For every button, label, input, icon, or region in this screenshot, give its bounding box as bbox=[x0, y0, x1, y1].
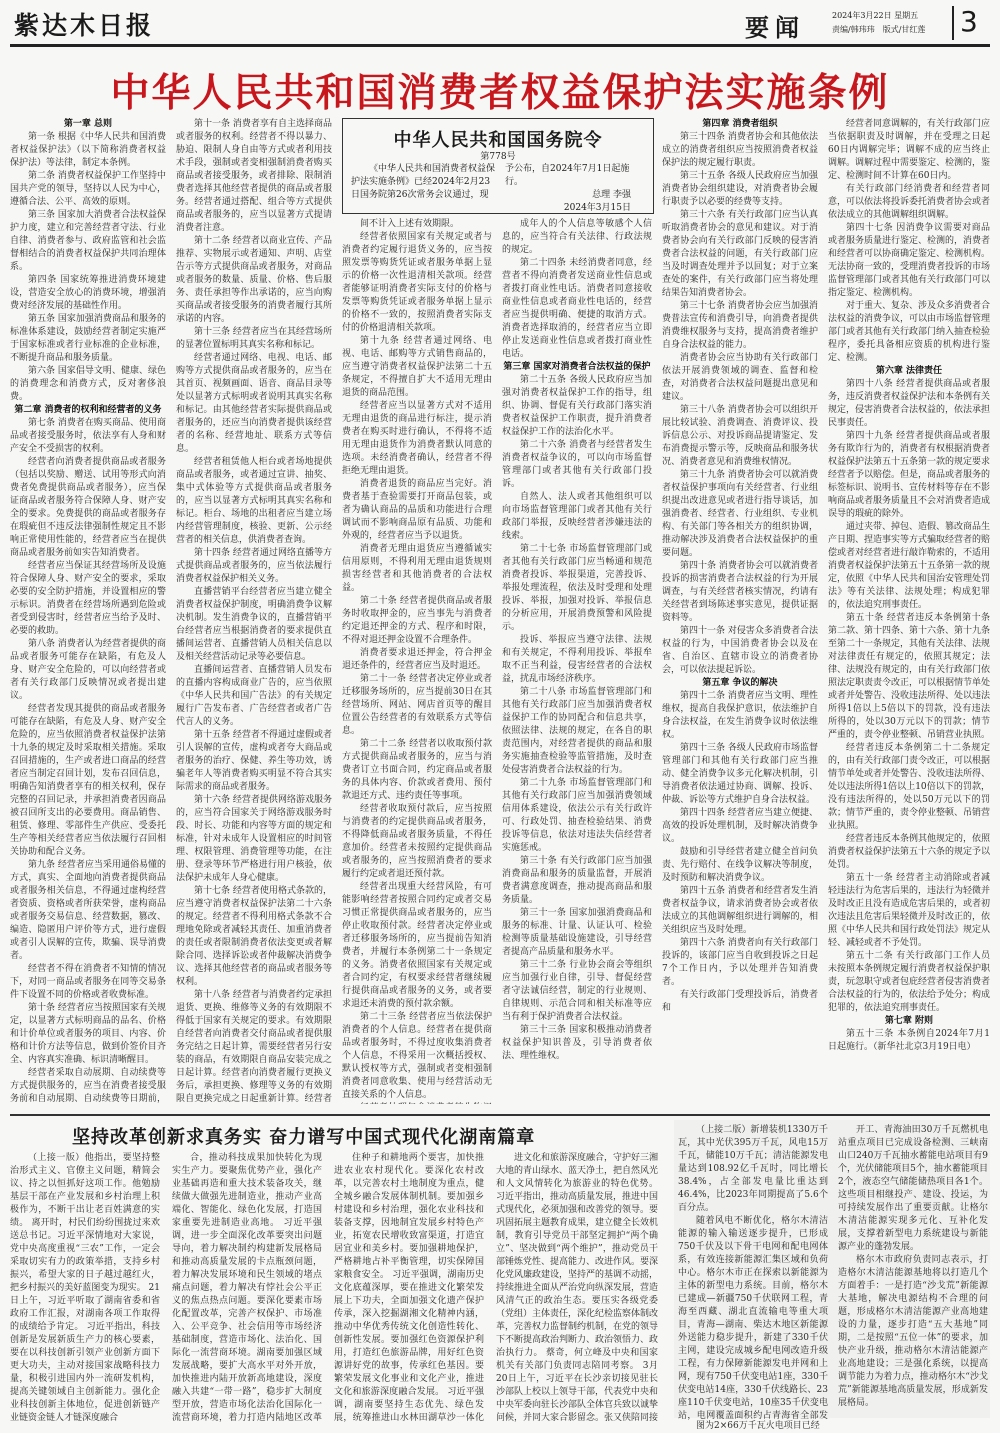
article-paragraph: 第二条 消费者权益保护工作坚持中国共产党的领导，坚持以人民为中心，遵循合法、公平、高效的原则。 bbox=[10, 171, 166, 207]
regulation-column-2 bbox=[176, 118, 332, 1104]
article-paragraph: 经营者应当以显著方式对不适用无理由退货的商品进行标注，提示消费者在购买时进行确认，不得将不适用无理由退货作为消费者默认同意的选项。未经消费者确认，经营者不得拒绝无理由退货。 bbox=[342, 401, 492, 476]
chapter-heading: 第一章 总则 bbox=[63, 119, 113, 129]
regulation-column-5 bbox=[662, 118, 818, 1104]
photo-caption bbox=[678, 1420, 988, 1433]
article-paragraph: 第三十七条 消费者协会应当加强消费普法宣传和消费引导，向消费者提供消费维权服务与支持，提高消费者维护自身合法权益的能力。 bbox=[662, 301, 818, 350]
article-paragraph: 第四十五条 消费者和经营者发生消费者权益争议，请求消费者协会或者依法成立的其他调解组织进行调解的，相关组织应当及时处理。 bbox=[662, 886, 818, 935]
article-paragraph: 对于重大、复杂、涉及众多消费者合法权益的消费争议，可以由市场监督管理部门或者其他有关行政部门纳入抽查检验程序，委托具备相应资质的机构进行鉴定、检测。 bbox=[828, 301, 990, 363]
article-paragraph: 第十三条 经营者应当在其经营场所的显著位置标明其真实名称和标记。 bbox=[176, 327, 332, 350]
sidebar-lead: （上接二版）新增装机1330万千瓦，其中光伏395万千瓦，风电15万千瓦，储能10万千瓦；清洁能源发电量达到108.92亿千瓦时，同比增长38.4%，占全部发电量比重达到46.4%，比2023年同期提高了5.6个百分点。 bbox=[678, 1125, 828, 1213]
article-paragraph: 有关行政部门受理投诉后，消费者和 bbox=[662, 990, 818, 1013]
decree-effective: 予公布，自2024年7月1日起施行。 bbox=[505, 164, 630, 187]
article-paragraph: 第三条 国家加大消费者合法权益保护力度，建立和完善经营者守法、行业自律、消费者参与、政府监管和社会监督相结合的消费者权益保护共同治理体系。 bbox=[10, 210, 166, 272]
article-paragraph: 第二十四条 未经消费者同意，经营者不得向消费者发送商业性信息或者拨打商业性电话。消费者同意接收商业性信息或者商业性电话的，经营者应当提供明确、便捷的取消方式。消费者选择取消的，经营者应当立即停止发送商业性信息或者拨打商业性电话。 bbox=[502, 258, 652, 359]
article-paragraph: 直播营销平台经营者应当建立健全消费者权益保护制度，明确消费争议解决机制。发生消费争议的，直播营销平台经营者应当根据消费者的要求提供直播间运营者、直播营销人员相关信息以及相关经营活动记录等必要信息。 bbox=[176, 587, 332, 662]
article-paragraph: 第三十八条 消费者协会可以组织开展比较试验、消费调查、消费评议、投诉信息公示、对投诉商品提请鉴定、发布消费提示警示等，反映商品和服务状况、消费者意见和消费维权情况。 bbox=[662, 405, 818, 467]
article-paragraph: 第三十三条 国家积极推动消费者权益保护知识普及，引导消费者依法、理性维权。 bbox=[502, 1025, 652, 1061]
hunan-text-3: 住种子和耕地两个要害，加快推进农业农村现代化。要深化农村改革，以完善农村土地制度为重点，健全城乡融合发展体制机制。要加强乡村建设和乡村治理，强化农业科技和装备支撑，因地制宜发展乡村特色产业，拓宽农民增收致富渠道，打造宜居宜业和美乡村。要加强耕地保护，严格耕地占补平衡管理，切实保障国家粮食安全。 习近平强调，湖南历史文化底蕴深厚，要在推进文化繁荣发展上下功夫，全面加强文化遗产保护传承，深入挖掘湖湘文化精神内涵，推动中华优秀传统文化创造性转化、创新性发展。要加强红色资源保护利用，打造红色旅游品牌，用好红色资源讲好党的故事，传承红色基因。要繁荣发展文化事业和文化产业，推进文化和旅游深度融合发展。 习近平强调，湖南要坚持生态优先、绿色发展，统筹推进山水林田湖草沙一体化 bbox=[334, 1153, 484, 1422]
article-paragraph: 第十二条 经营者以商业宣传、产品推荐、实物展示或者通知、声明、店堂告示等方式提供商品或者服务，对商品或者服务的数量、质量、价格、售后服务、责任承担等作出承诺的，应当向购买商品或者接受服务的消费者履行其所承诺的内容。 bbox=[176, 236, 332, 324]
page-number: 3 bbox=[960, 5, 978, 38]
article-paragraph: 第二十六条 消费者与经营者发生消费者权益争议的，可以向市场监督管理部门或者其他有关行政部门投诉。 bbox=[502, 440, 652, 489]
article-paragraph: 第四条 国家统筹推进消费环境建设，营造安全放心的消费环境，增强消费对经济发展的基础性作用。 bbox=[10, 275, 166, 311]
decree-text: 《中华人民共和国消费者权益保护法实施条例》已经2024年2月23日国务院第26次常务会议通过，现 bbox=[351, 164, 496, 200]
masthead-rule bbox=[10, 44, 990, 47]
article-paragraph: 经营者出现重大经营风险，有可能影响经营者按照合同约定或者交易习惯正常提供商品或者服务的，应当停止收取预付款。经营者决定停业或者迁移服务场所的，应当提前告知消费者，并履行本条例第二十一条规定的义务。消费者依照国家有关规定或者合同约定，有权要求经营者继续履行提供商品或者服务的义务，或者要求退还未消费的预付款余额。 bbox=[342, 882, 492, 1009]
article-paragraph: 第二十二条 经营者以收取预付款方式提供商品或者服务的，应当与消费者订立书面合同，约定商品或者服务的具体内容、价款或者费用、预付款退还方式、违约责任等事项。 bbox=[342, 739, 492, 801]
sidebar-paragraph-5: 格尔木市政府负责同志表示，打造格尔木清洁能源基地将以打造几个方面着手：一是打造“沙戈荒”新能源大基地，解决电源结构不合理的问题，形成格尔木清洁能源产业高地建设的力量，逐步打造“五大基地”同期，二是按照“五位一体”的要求，加快产业升级，推动格尔木清洁能源产业高地建设；三是强化系统，以提高调节能力为着力点，推动格尔木“沙戈荒”新能源基地高质量发展，形成新发展格局。 bbox=[838, 1255, 988, 1408]
hunan-column-2 bbox=[172, 1152, 322, 1422]
decree-number: 第778号 bbox=[480, 152, 516, 162]
article-paragraph: 投诉、举报应当遵守法律、法规和有关规定，不得利用投诉、举报牟取不正当利益，侵害经营者的合法权益，扰乱市场经济秩序。 bbox=[502, 635, 652, 684]
article-paragraph: 经营者应当保证其经营场所及设施符合保障人身、财产安全的要求，采取必要的安全防护措施，并设置相应的警示标识。消费者在经营场所遇到危险或者受到侵害时，经营者应当给予及时、必要的救助。 bbox=[10, 561, 166, 636]
article-paragraph: 消费者要求退还押金，符合押金退还条件的，经营者应当及时退还。 bbox=[342, 648, 492, 671]
article-paragraph: 第二十八条 市场监督管理部门和其他有关行政部门应当加强消费者权益保护工作的协同配合和信息共享，依照法律、法规的规定，在各自的职责范围内，对经营者提供的商品和服务实施抽查检验等监管措施，及时查处侵害消费者合法权益的行为。 bbox=[502, 687, 652, 775]
article-paragraph: 第五十二条 有关行政部门工作人员未按照本条例规定履行消费者权益保护职责，玩忽职守或者包庇经营者侵害消费者合法权益的行为的，依法给予处分；构成犯罪的，依法追究刑事责任。 bbox=[828, 951, 990, 1013]
article-paragraph: 第四十六条 消费者向有关行政部门投诉的，该部门应当自收到投诉之日起7个工作日内，予以处理并告知消费者。 bbox=[662, 938, 818, 987]
article-paragraph: 第四十七条 因消费争议需要对商品或者服务质量进行鉴定、检测的，消费者和经营者可以协商确定鉴定、检测机构。无法协商一致的，受理消费者投诉的市场监督管理部门或者其他有关行政部门可以指定鉴定、检测机构。 bbox=[828, 223, 990, 298]
editor-credits: 责编/韩玮玮 版式/甘红莲 bbox=[832, 25, 926, 34]
article-paragraph: 第五条 国家加强消费商品和服务的标准体系建设，鼓励经营者制定实施严于国家标准或者行业标准的企业标准，不断提升商品和服务质量。 bbox=[10, 314, 166, 363]
decree-signature: 总理 李强 bbox=[592, 190, 631, 200]
hunan-text-2: 合，推动科技成果加快转化为现实生产力。要聚焦优势产业，强化产业基础再造和重大技术装备攻关，继续做大做强先进制造业，推动产业高端化、智能化、绿色化发展，打造国家重要先进制造业高地。 习近平强调，进一步全面深化改革要突出问题导向，着力解决制约构建新发展格局和推动高质量发展的卡点瓶颈问题，着力解决发展环境和民生领域的堵点痛点问题，着力解决有悖社会公平正义的焦点热点问题。要深化要素市场化配置改革，完善产权保护、市场准入、公平竞争、社会信用等市场经济基础制度，营造市场化、法治化、国际化一流营商环境。湖南要加强区域发展战略，要扩大高水平对外开放，加快推进内陆开放新高地建设，深度融入共建“一带一路”，稳步扩大制度型开放，营造市场化法治化国际化一流营商环境，着力打造内陆地区改革 bbox=[172, 1153, 322, 1422]
article-paragraph: 第十一条 消费者享有自主选择商品或者服务的权利。经营者不得以暴力、胁迫、限制人身自由等方式或者利用技术手段，强制或者变相强制消费者购买商品或者接受服务，或者排除、限制消费者选择其他经营者提供的商品或者服务。经营者通过搭配、组合等方式提供商品或者服务的，应当以显著方式提请消费者注意。 bbox=[176, 119, 332, 233]
hunan-column-3 bbox=[334, 1152, 484, 1422]
article-paragraph: 经营者发现其提供的商品或者服务可能存在缺陷，有危及人身、财产安全危险的，应当依照消费者权益保护法第十九条的规定及时采取相关措施。采取召回措施的，生产或者进口商品的经营者应当制定召回计划，发布召回信息，明确告知消费者享有的相关权利，保存完整的召回记录，并承担消费者因商品被召回所支出的必要费用。商品销售、租赁、修理、零部件生产供应、受委托生产等相关经营者应当依法履行召回相关协助和配合义务。 bbox=[10, 704, 166, 857]
secondary-headline: 坚持改革创新求真务实 奋力谱写中国式现代化湖南篇章 bbox=[72, 1127, 536, 1148]
sidebar-column-2 bbox=[838, 1124, 988, 1420]
newspaper-logo: 紫达木日报 bbox=[14, 11, 155, 40]
article-paragraph: 第十九条 经营者通过网络、电视、电话、邮购等方式销售商品的，应当遵守消费者权益保护法第二十五条规定，不得擅自扩大不适用无理由退货的商品范围。 bbox=[342, 336, 492, 398]
article-paragraph: 有关行政部门经消费者和经营者同意，可以依法将投诉委托消费者协会或者依法成立的其他调解组织调解。 bbox=[828, 184, 990, 220]
article-paragraph: 第三十六条 有关行政部门应当认真听取消费者协会的意见和建议。对于消费者协会向有关行政部门反映的侵害消费者合法权益的问题，有关行政部门应当及时调查处理并予以回复；对于立案查处的案件，有关行政部门应当将处理结果告知消费者协会。 bbox=[662, 210, 818, 298]
issue-date: 2024年3月22日 星期五 bbox=[832, 11, 919, 20]
section-divider bbox=[10, 1114, 990, 1116]
article-paragraph: 第十四条 经营者通过网络直播等方式提供商品或者服务的，应当依法履行消费者权益保护相关义务。 bbox=[176, 548, 332, 584]
regulation-column-1 bbox=[10, 118, 166, 1104]
article-paragraph: 第二十一条 经营者决定停业或者迁移服务场所的，应当提前30日在其经营场所、网站、网店首页等的醒目位置公告经营者的有效联系方式等信息。 bbox=[342, 674, 492, 736]
chapter-heading: 第七章 附则 bbox=[884, 1016, 934, 1026]
article-paragraph: 第八条 消费者认为经营者提供的商品或者服务可能存在缺陷，有危及人身、财产安全危险的，可以向经营者或者有关行政部门反映情况或者提出建议。 bbox=[10, 639, 166, 701]
article-paragraph: 经营者采取自动展期、自动续费等方式提供服务的，应当在消费者接受服务前和自动展期、自动续费等日期前， bbox=[10, 1068, 166, 1104]
article-paragraph: 经营者违反本条例第二十二条规定的，由有关行政部门责令改正，可以根据情节单处或者并处警告、没收违法所得、处以违法所得1倍以上10倍以下的罚款，没有违法所得的，处以50万元以下的罚款；情节严重的，责令停业整顿、吊销营业执照。 bbox=[828, 743, 990, 831]
article-paragraph: 经营者同意调解的，有关行政部门应当依据职责及时调解，并在受理之日起60日内调解完毕；调解不成的应当终止调解。调解过程中需要鉴定、检测的，鉴定、检测时间不计算在60日内。 bbox=[828, 119, 990, 181]
masthead-divider bbox=[952, 6, 954, 40]
masthead bbox=[0, 0, 1000, 44]
article-paragraph: 消费者协会应当协助有关行政部门依法开展消费领域的调查、监督和检查，对消费者合法权益问题提出意见和建议。 bbox=[662, 353, 818, 402]
article-paragraph: 第十五条 经营者不得通过虚假或者引人误解的宣传，虚构或者夸大商品或者服务的治疗、保健、养生等功效，诱骗老年人等消费者购买明显不符合其实际需求的商品或者服务。 bbox=[176, 730, 332, 792]
hunan-column-4 bbox=[496, 1152, 658, 1422]
article-paragraph: 第十条 经营者应当按照国家有关规定，以显著方式标明商品的品名、价格和计价单位或者服务的项目、内容、价格和计价方法等信息，做到价签价目齐全、内容真实准确、标识清晰醒目。 bbox=[10, 1003, 166, 1065]
article-paragraph: 第三十一条 国家加强消费商品和服务的标准、计量、认证认可、检验检测等质量基础设施建设，引导经营者提高产品质量和服务水平。 bbox=[502, 908, 652, 957]
article-paragraph: 第二十七条 市场监督管理部门或者其他有关行政部门应当畅通和规范消费者投诉、举报渠道，完善投诉、举报处理流程，依法及时受理和处理投诉、举报，加强对投诉、举报信息的分析应用，开展消费预警和风险提示。 bbox=[502, 544, 652, 632]
sidebar-column-1 bbox=[678, 1124, 828, 1420]
article-paragraph: 通过夹带、掉包、造假、篡改商品生产日期、捏造事实等方式骗取经营者的赔偿或者对经营者进行敲诈勒索的，不适用消费者权益保护法第五十五条第一款的规定，依照《中华人民共和国治安管理处罚法》等有关法律、法规处理；构成犯罪的，依法追究刑事责任。 bbox=[828, 522, 990, 610]
article-paragraph: 直播间运营者、直播营销人员发布的直播内容构成商业广告的，应当依照《中华人民共和国广告法》的有关规定履行广告发布者、广告经营者或者广告代言人的义务。 bbox=[176, 665, 332, 727]
article-paragraph: 第三十九条 消费者协会可以就消费者权益保护事项向有关经营者、行业组织提出改进意见或者进行指导谈话，加强消费者、经营者、行业组织、专业机构、有关部门等各相关方的组织协调，推动解决涉及消费者合法权益保护的重要问题。 bbox=[662, 470, 818, 558]
article-paragraph: 消费者无理由退货应当遵循诚实信用原则，不得利用无理由退货规则损害经营者和其他消费者的合法权益。 bbox=[342, 544, 492, 593]
main-headline: 中华人民共和国消费者权益保护法实施条例 bbox=[110, 71, 890, 116]
decree-text-continued bbox=[505, 163, 645, 215]
article-paragraph: 第四十九条 经营者提供商品或者服务有欺诈行为的，消费者有权根据消费者权益保护法第五十五条第一款的规定要求经营者予以赔偿。但是，商品或者服务的标签标识、说明书、宣传材料等存在不影响商品或者服务质量且不会对消费者造成误导的瑕疵的除外。 bbox=[828, 431, 990, 519]
article-paragraph: 经营者收取预付款后，应当按照与消费者的约定提供商品或者服务，不得降低商品或者服务质量，不得任意加价。经营者未按照约定提供商品或者服务的，应当按照消费者的要求履行约定或者退还预付款。 bbox=[342, 804, 492, 879]
decree-date: 2024年3月15日 bbox=[563, 203, 631, 213]
article-paragraph: 第五十一条 经营者主动消除或者减轻违法行为危害后果的，违法行为轻微并及时改正且没有造成危害后果的，或者初次违法且危害后果轻微并及时改正的，依照《中华人民共和国行政处罚法》规定从轻、减轻或者不予处罚。 bbox=[828, 873, 990, 948]
regulation-column-6 bbox=[828, 118, 990, 1104]
article-paragraph: 第四十一条 对侵害众多消费者合法权益的行为，中国消费者协会以及在省、自治区、直辖市设立的消费者协会，可以依法提起诉讼。 bbox=[662, 626, 818, 675]
article-paragraph: 经营者不得在消费者不知情的情况下，对同一商品或者服务在同等交易条件下设置不同的价格或者收费标准。 bbox=[10, 964, 166, 1000]
article-paragraph: 第四十四条 经营者应当建立便捷、高效的投诉处理机制，及时解决消费争议。 bbox=[662, 808, 818, 844]
article-paragraph: 鼓励和引导经营者建立健全首问负责、先行赔付、在线争议解决等制度，及时预防和解决消费争议。 bbox=[662, 847, 818, 883]
article-paragraph: 第五十三条 本条例自2024年7月1日起施行。（新华社北京3月19日电） bbox=[828, 1029, 990, 1052]
regulation-column-4 bbox=[502, 218, 652, 1104]
article-paragraph: 第五十条 经营者违反本条例第十条第二款、第十四条、第十六条、第十九条至第二十一条规定，其他有关法律、法规对法律责任有规定的，依照其规定；法律、法规没有规定的，由有关行政部门依照法定职责责令改正，可以根据情节单处或者并处警告、没收违法所得、处以违法所得1倍以上5倍以下的罚款，没有违法所得的，处以30万元以下的罚款；情节严重的，责令停业整顿、吊销营业执照。 bbox=[828, 613, 990, 740]
chapter-heading: 第二章 消费者的权利和经营者的义务 bbox=[14, 405, 162, 415]
article-paragraph: 第三十二条 行业协会商会等组织应当加强行业自律，引导、督促经营者守法诚信经营，制定的行业规则、自律规则、示范合同和相关标准等应当有利于保护消费者合法权益。 bbox=[502, 960, 652, 1022]
hunan-text-1: （上接一版）他指出，要坚持整治形式主义、官僚主义问题，精简会议、持之以恒抓好这项工作。他勉励基层干部在产业发展和乡村治理上积极作为，不断干出让老百姓满意的实绩。 离开时，村民们纷纷围拢过来欢送总书记。习近平深情地对大家说，党中央高度重视“三农”工作，一定会采取切实有力的政策举措，支持乡村振兴，希望大家的日子越过越红火，把乡村振兴的美好蓝图变为现实。 21日上午，习近平听取了湖南省委和省政府工作汇报，对湖南各项工作取得的成绩给予肯定。 习近平指出，科技创新是发展新质生产力的核心要素，要在以科技创新引领产业创新方面下更大功夫，主动对接国家战略科技力量，积极引进国内外一流研发机构，提高关键领域自主创新能力。强化企业科技创新主体地位，促进创新链产业链资金链人才链深度融合 bbox=[10, 1153, 160, 1422]
article-paragraph: 第九条 经营者应当采用通俗易懂的方式，真实、全面地向消费者提供商品或者服务相关信息，不得通过虚构经营者资质、资格或者所获荣誉，虚构商品或者服务交易信息、经营数据，篡改、编造、隐匿用户评价等方式，进行虚假或者引人误解的宣传，欺骗、误导消费者。 bbox=[10, 860, 166, 961]
article-paragraph: 第三十四条 消费者协会和其他依法成立的消费者组织应当按照消费者权益保护法的规定履行职责。 bbox=[662, 132, 818, 168]
sidebar-paragraph-2: 随着风电不断优化，格尔木清洁能源的输入输送逐步提升，已形成750千伏及以下骨干电网和配电网体系，有效连接新能源汇集区域和负荷中心。格尔木市正在探索以新能源为主体的新型电力系统。目前，格尔木已建成—新疆750千伏联网工程，青海至西藏、湖北直流输电等重大项目，青海—湖南、柴达木地区新能源外送能力稳步提升，新建了330千伏主网，建设完成城乡配电网改造升级工程，有力保障新能源发电并网和上网，现有750千伏变电站1座，330千伏变电站14座，330千伏线路长、23座110千伏变电站，10座35千伏变电站，电网覆盖面积约占青海省全部发 bbox=[678, 1216, 828, 1420]
article-paragraph: 消费者退货的商品应当完好。消费者基于查验需要打开商品包装，或者为确认商品的品质和功能进行合理调试而不影响商品原有品质、功能和外观的，经营者应当予以退货。 bbox=[342, 479, 492, 541]
chapter-heading: 第五章 争议的解决 bbox=[702, 678, 778, 688]
article-paragraph: 第七条 消费者在购买商品、使用商品或者接受服务时，依法享有人身和财产安全不受损害的权利。 bbox=[10, 418, 166, 454]
article-paragraph: 经营者向消费者提供商品或者服务（包括以奖励、赠送、试用等形式向消费者免费提供商品或者服务），应当保证商品或者服务符合保障人身、财产安全的要求。免费提供的商品或者服务存在瑕疵但不违反法律强制性规定且不影响正常使用性能的，经营者应当在提供商品或者服务前如实告知消费者。 bbox=[10, 457, 166, 558]
article-paragraph: 自然人、法人或者其他组织可以向市场监督管理部门或者其他有关行政部门举报，反映经营者涉嫌违法的线索。 bbox=[502, 492, 652, 541]
article-paragraph: 第一条 根据《中华人民共和国消费者权益保护法》（以下简称消费者权益保护法）等法律，制定本条例。 bbox=[10, 132, 166, 168]
hunan-column-1 bbox=[10, 1152, 160, 1422]
article-paragraph: 第十七条 经营者使用格式条款的，应当遵守消费者权益保护法第二十六条的规定。经营者不得利用格式条款不合理地免除或者减轻其责任、加重消费者的责任或者限制消费者依法变更或者解除合同、选择诉讼或者仲裁解决消费争议、选择其他经营者的商品或者服务等权利。 bbox=[176, 886, 332, 987]
article-paragraph: 成年人的个人信息等敏感个人信息的，应当符合有关法律、行政法规的规定。 bbox=[502, 219, 652, 255]
article-paragraph: 第二十九条 市场监督管理部门和其他有关行政部门应当加强消费领域信用体系建设，依法公示有关行政许可、行政处罚、抽查检验结果、消费投诉等信息，依法对违法失信经营者实施惩戒。 bbox=[502, 778, 652, 853]
article-paragraph: 第四十二条 消费者应当文明、理性维权，提高自我保护意识，依法维护自身合法权益，在发生消费争议时依法维权。 bbox=[662, 691, 818, 740]
article-paragraph: 第四十八条 经营者提供商品或者服务，违反消费者权益保护法和本条例有关规定，侵害消费者合法权益的，依法承担民事责任。 bbox=[828, 379, 990, 428]
article-paragraph: 第二十条 经营者提供商品或者服务时收取押金的，应当事先与消费者约定退还押金的方式、程序和时限，不得对退还押金设置不合理条件。 bbox=[342, 596, 492, 645]
decree-title: 中华人民共和国国务院令 bbox=[393, 130, 603, 151]
section-title: 要闻 bbox=[745, 13, 805, 42]
article-paragraph: 第三十条 有关行政部门应当加强消费商品和服务的质量监督，开展消费者满意度调查，推动提高商品和服务质量。 bbox=[502, 856, 652, 905]
regulation-column-3 bbox=[342, 218, 492, 1104]
article-paragraph: 经营者通过网络、电视、电话、邮购等方式提供商品或者服务的，应当在其首页、视频画面、语音、商品目录等处以显著方式标明或者说明其真实名称和标记。由其他经营者实际提供商品或者服务的，还应当向消费者提供该经营者的名称、经营地址、联系方式等信息。 bbox=[176, 353, 332, 454]
article-paragraph: 第十六条 经营者提供网络游戏服务的，应当符合国家关于网络游戏服务时段、时长、功能和内容等方面的规定和标准，针对未成年人设置相应的时间管理、权限管理、消费管理等功能，在注册、登录等环节严格进行用户核验，依法保护未成年人身心健康。 bbox=[176, 795, 332, 883]
chapter-heading: 第四章 消费者组织 bbox=[702, 119, 778, 129]
caption-text: 图为2×66万千瓦火电项目已经 bbox=[696, 1421, 820, 1431]
article-paragraph: 第四十条 消费者协会可以就消费者投诉的损害消费者合法权益的行为开展调查，与有关经营者核实情况，约请有关经营者到场陈述事实意见，提供证据资料等。 bbox=[662, 561, 818, 623]
article-paragraph: 第二十三条 经营者应当依法保护消费者的个人信息。经营者在提供商品或者服务时，不得过度收集消费者个人信息，不得采用一次概括授权、默认授权等方式，强制或者变相强制消费者同意收集、使用与经营活动无直接关系的个人信息。 bbox=[342, 1012, 492, 1100]
article-paragraph: 经营者违反本条例其他规定的，依照消费者权益保护法第五十六条的规定予以处罚。 bbox=[828, 834, 990, 870]
hunan-text-4: 进文化和旅游深度融合，守护好三湘大地的青山绿水、蓝天净土，把自然风光和人文风情转化为旅游业的特色优势。 习近平指出，推动高质量发展，推进中国式现代化，必须加强和改善党的领导。要巩固拓展主题教育成果，建立健全长效机制，教育引导党员干部坚定拥护“两个确立”、坚决做到“两个维护”，推动党员干部锤炼党性、提高能力、改进作风。要深化党风廉政建设，坚持严的基调不动摇，持续推进全面从严治党向纵深发展，营造风清气正的政治生态。要压实各级党委（党组）主体责任，深化纪检监察体制改革，完善权力监督制约机制，在党的领导下不断提高政治判断力、政治领悟力、政治执行力。 蔡奇，何立峰及中央和国家机关有关部门负责同志陪同考察。 3月20日上午，习近平在长沙亲切接见驻长沙部队上校以上领导干部，代表党中央和中央军委向驻长沙部队全体官兵致以诚挚问候，并同大家合影留念。张又侠陪同接 bbox=[496, 1153, 658, 1422]
chapter-heading: 第六章 法律责任 bbox=[875, 366, 943, 376]
article-paragraph: 第六条 国家倡导文明、健康、绿色的消费理念和消费方式，反对奢侈浪费。 bbox=[10, 366, 166, 402]
article-paragraph: 第三十五条 各级人民政府应当加强消费者协会组织建设，对消费者协会履行职责予以必要的经费等支持。 bbox=[662, 171, 818, 207]
sidebar-paragraph-4: 开工、青海油田30万千瓦燃机电站重点项目已完成设备检测、三峡南山口240万千瓦抽水蓄能电站项目有9个，光伏储能项目5个，抽水蓄能项目2个，液态空气储能储热项目各1个。这些项目相继投产、建设、投运，为可持续发展作出了重要贡献。让格尔木清洁能源实现多元化、互补化发展，支撑着新型电力系统建设与新能源产业的蓬勃发展。 bbox=[838, 1125, 988, 1252]
article-paragraph: 第十八条 经营者与消费者约定承担退货、更换、维修等义务的有效期限不得低于国家有关规定的要求。有效期限自经营者向消费者交付商品或者提供服务完结之日起计算，需要经营者另行安装的商品，有效期限自商品安装完成之日起计算。经营者向消费者履行更换义务后，承担更换、修理等义务的有效期限自更换完成之日起重新计算。经营者 bbox=[176, 990, 332, 1104]
chapter-heading: 第三章 国家对消费者合法权益的保护 bbox=[503, 362, 651, 372]
article-paragraph: 间不计入上述有效期限。 bbox=[360, 219, 460, 229]
article-paragraph bbox=[342, 1102, 492, 1104]
article-paragraph: 经营者依照国家有关规定或者与消费者约定履行退货义务的，应当按照发票等购货凭证或者服务单据上显示的价格一次性退清相关款项。经营者能够证明消费者实际支付的价格与发票等购货凭证或者服务单据上显示的价格不一致的，按照消费者实际支付的价格退清相关款项。 bbox=[342, 232, 492, 333]
article-paragraph: 第二十五条 各级人民政府应当加强对消费者权益保护工作的指导，组织、协调、督促有关行政部门落实消费者权益保护工作职责，提升消费者权益保护工作的法治化水平。 bbox=[502, 375, 652, 437]
article-paragraph: 经营者租赁他人柜台或者场地提供商品或者服务，或者通过宣讲、抽奖、集中式体验等方式提供商品或者服务的，应当以显著方式标明其真实名称和标记。柜台、场地的出租者应当建立场内经营管理制度，核验、更新、公示经营者的相关信息，供消费者查询。 bbox=[176, 457, 332, 545]
state-council-decree bbox=[342, 118, 654, 214]
article-paragraph: 第四十三条 各级人民政府市场监督管理部门和其他有关行政部门应当推动、健全消费争议多元化解决机制，引导消费者依法通过协商、调解、投诉、仲裁、诉讼等方式维护自身合法权益。 bbox=[662, 743, 818, 805]
